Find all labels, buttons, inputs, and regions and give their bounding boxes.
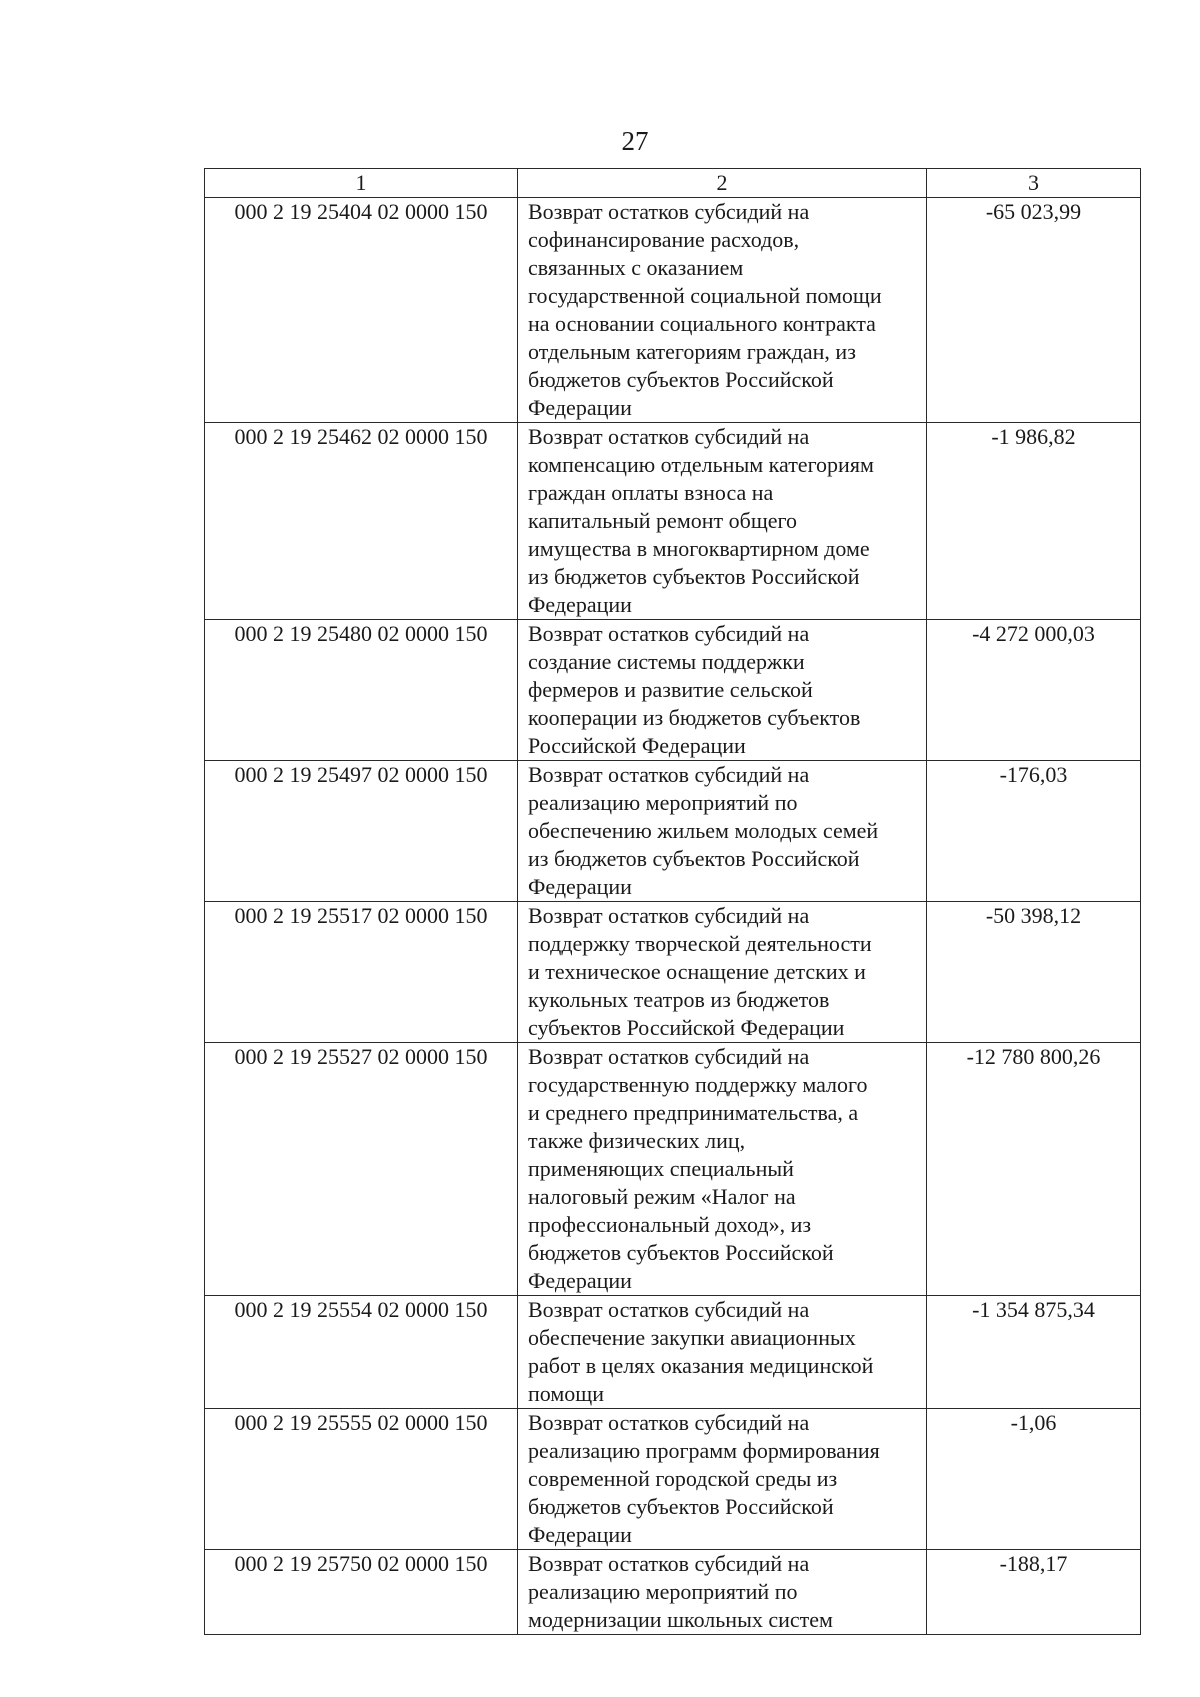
description-line: отдельным категориям граждан, из bbox=[528, 339, 856, 364]
description-line: Возврат остатков субсидий на bbox=[528, 1551, 810, 1576]
description-line: связанных с оказанием bbox=[528, 255, 744, 280]
description-cell bbox=[518, 198, 927, 423]
description-line: на основании социального контракта bbox=[528, 311, 876, 336]
description-line: государственной социальной помощи bbox=[528, 283, 882, 308]
description-line: также физических лиц, bbox=[528, 1128, 746, 1153]
description-line: из бюджетов субъектов Российской bbox=[528, 846, 860, 871]
table-row bbox=[205, 423, 1141, 620]
description-line: профессиональный доход», из bbox=[528, 1212, 812, 1237]
description-line: Федерации bbox=[528, 874, 632, 899]
description-line: создание системы поддержки bbox=[528, 649, 805, 674]
description-line: Возврат остатков субсидий на bbox=[528, 1044, 810, 1069]
description-line: Возврат остатков субсидий на bbox=[528, 903, 810, 928]
description-line: бюджетов субъектов Российской bbox=[528, 367, 834, 392]
description-line: Возврат остатков субсидий на bbox=[528, 199, 810, 224]
description-line: бюджетов субъектов Российской bbox=[528, 1494, 834, 1519]
budget-code-cell: 000 2 19 25527 02 0000 150 bbox=[205, 1043, 518, 1296]
description-cell bbox=[518, 1043, 927, 1296]
description-line: Возврат остатков субсидий на bbox=[528, 762, 810, 787]
budget-code-cell: 000 2 19 25497 02 0000 150 bbox=[205, 761, 518, 902]
description-line: применяющих специальный bbox=[528, 1156, 794, 1181]
table-row bbox=[205, 902, 1141, 1043]
table-row bbox=[205, 1550, 1141, 1635]
table-row bbox=[205, 198, 1141, 423]
amount-cell: -65 023,99 bbox=[927, 198, 1141, 423]
description-cell bbox=[518, 620, 927, 761]
amount-cell: -12 780 800,26 bbox=[927, 1043, 1141, 1296]
description-line: налоговый режим «Налог на bbox=[528, 1184, 796, 1209]
description-line: Российской Федерации bbox=[528, 733, 746, 758]
description-line: кооперации из бюджетов субъектов bbox=[528, 705, 861, 730]
amount-cell: -4 272 000,03 bbox=[927, 620, 1141, 761]
description-line: имущества в многоквартирном доме bbox=[528, 536, 870, 561]
description-cell bbox=[518, 1550, 927, 1635]
description-line: Федерации bbox=[528, 395, 632, 420]
description-line: реализацию программ формирования bbox=[528, 1438, 880, 1463]
amount-cell: -1 354 875,34 bbox=[927, 1296, 1141, 1409]
amount-cell: -50 398,12 bbox=[927, 902, 1141, 1043]
description-line: работ в целях оказания медицинской bbox=[528, 1353, 874, 1378]
description-line: софинансирование расходов, bbox=[528, 227, 800, 252]
description-line: реализацию мероприятий по bbox=[528, 1579, 798, 1604]
description-line: Федерации bbox=[528, 1522, 632, 1547]
description-line: из бюджетов субъектов Российской bbox=[528, 564, 860, 589]
budget-code-cell: 000 2 19 25554 02 0000 150 bbox=[205, 1296, 518, 1409]
budget-code-cell: 000 2 19 25750 02 0000 150 bbox=[205, 1550, 518, 1635]
budget-code-cell: 000 2 19 25462 02 0000 150 bbox=[205, 423, 518, 620]
amount-cell: -1 986,82 bbox=[927, 423, 1141, 620]
description-line: обеспечению жильем молодых семей bbox=[528, 818, 879, 843]
description-line: компенсацию отдельным категориям bbox=[528, 452, 874, 477]
description-cell bbox=[518, 761, 927, 902]
description-line: Возврат остатков субсидий на bbox=[528, 424, 810, 449]
description-line: государственную поддержку малого bbox=[528, 1072, 868, 1097]
description-line: субъектов Российской Федерации bbox=[528, 1015, 845, 1040]
budget-code-cell: 000 2 19 25480 02 0000 150 bbox=[205, 620, 518, 761]
table-row bbox=[205, 620, 1141, 761]
description-line: капитальный ремонт общего bbox=[528, 508, 798, 533]
description-line: реализацию мероприятий по bbox=[528, 790, 798, 815]
description-line: и среднего предпринимательства, а bbox=[528, 1100, 859, 1125]
amount-cell: -176,03 bbox=[927, 761, 1141, 902]
table-header-row bbox=[205, 169, 1141, 198]
description-cell bbox=[518, 1296, 927, 1409]
budget-code-cell: 000 2 19 25404 02 0000 150 bbox=[205, 198, 518, 423]
description-line: кукольных театров из бюджетов bbox=[528, 987, 830, 1012]
column-header-code: 1 bbox=[205, 169, 518, 198]
description-line: Возврат остатков субсидий на bbox=[528, 1297, 810, 1322]
table-row bbox=[205, 1296, 1141, 1409]
description-line: Возврат остатков субсидий на bbox=[528, 621, 810, 646]
description-line: современной городской среды из bbox=[528, 1466, 838, 1491]
table-row bbox=[205, 1043, 1141, 1296]
description-line: бюджетов субъектов Российской bbox=[528, 1240, 834, 1265]
column-header-description: 2 bbox=[518, 169, 927, 198]
table-row bbox=[205, 1409, 1141, 1550]
budget-table bbox=[204, 168, 1141, 1635]
amount-cell: -188,17 bbox=[927, 1550, 1141, 1635]
amount-cell: -1,06 bbox=[927, 1409, 1141, 1550]
description-line: Федерации bbox=[528, 592, 632, 617]
description-line: граждан оплаты взноса на bbox=[528, 480, 774, 505]
page-number: 27 bbox=[621, 126, 649, 156]
description-cell bbox=[518, 902, 927, 1043]
column-header-amount: 3 bbox=[927, 169, 1141, 198]
description-line: модернизации школьных систем bbox=[528, 1607, 833, 1632]
budget-code-cell: 000 2 19 25555 02 0000 150 bbox=[205, 1409, 518, 1550]
description-line: обеспечение закупки авиационных bbox=[528, 1325, 856, 1350]
description-line: и техническое оснащение детских и bbox=[528, 959, 866, 984]
description-line: помощи bbox=[528, 1381, 604, 1406]
description-line: поддержку творческой деятельности bbox=[528, 931, 872, 956]
table-body bbox=[205, 198, 1141, 1635]
description-cell bbox=[518, 1409, 927, 1550]
table-row bbox=[205, 761, 1141, 902]
description-line: Федерации bbox=[528, 1268, 632, 1293]
description-line: фермеров и развитие сельской bbox=[528, 677, 813, 702]
description-line: Возврат остатков субсидий на bbox=[528, 1410, 810, 1435]
budget-code-cell: 000 2 19 25517 02 0000 150 bbox=[205, 902, 518, 1043]
description-cell bbox=[518, 423, 927, 620]
